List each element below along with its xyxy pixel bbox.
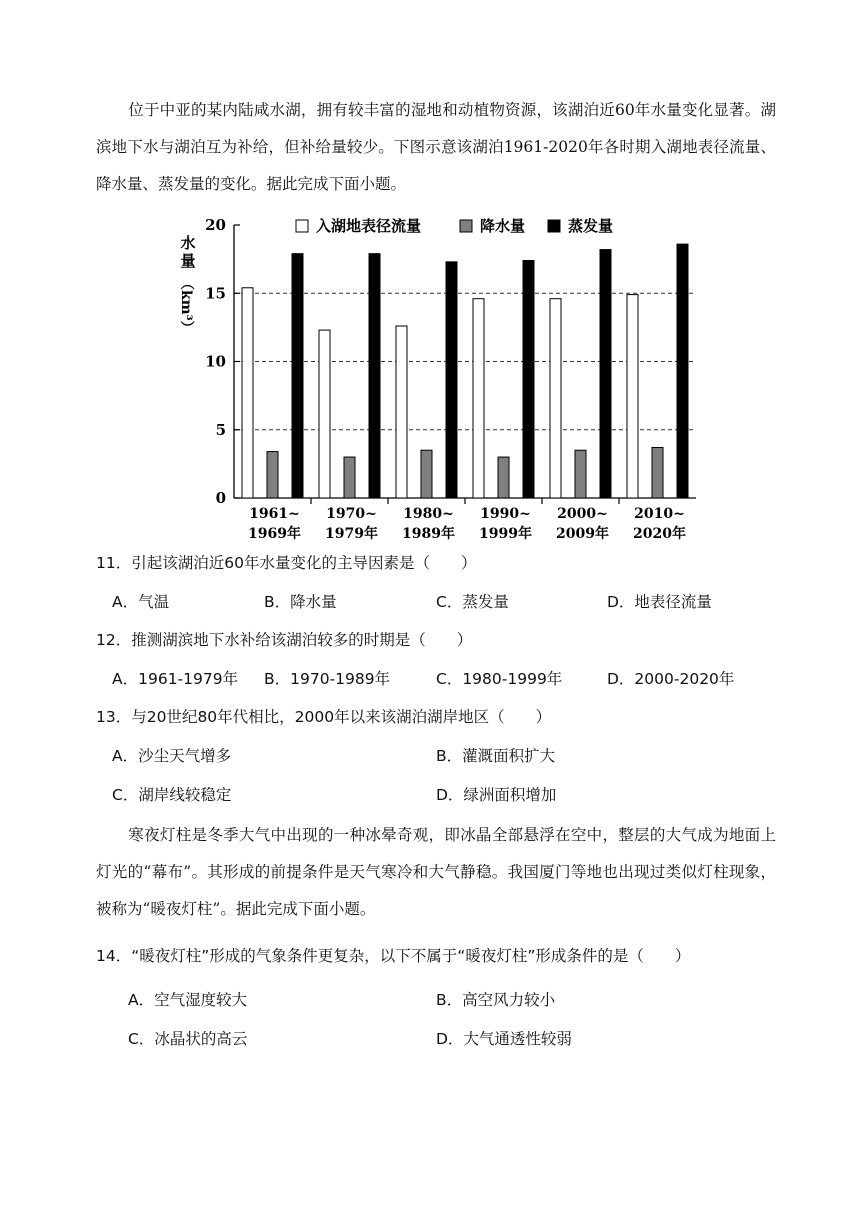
q11-option-b[interactable]: B．降水量 bbox=[264, 593, 337, 611]
q12-option-c[interactable]: C．1980-1999年 bbox=[436, 670, 563, 688]
question-14-stem: 14．“暖夜灯柱”形成的气象条件更复杂，以下不属于“暖夜灯柱”形成条件的是（ ） bbox=[96, 947, 691, 965]
q11-option-a[interactable]: A．气温 bbox=[112, 593, 170, 611]
bar bbox=[267, 452, 278, 498]
x-tick-label: 1970~ bbox=[326, 506, 377, 522]
y-tick-label: 15 bbox=[205, 284, 226, 303]
y-label-unit: （km³） bbox=[178, 276, 194, 335]
passage-1 bbox=[96, 92, 776, 203]
passage-2-text: 寒夜灯柱是冬季大气中出现的一种冰晕奇观，即冰晶全部悬浮在空中，整层的大气成为地面上灯光的“幕布”。其形成的前提条件是天气寒冷和大气静稳。我国厦门等地也出现过类似灯柱现象，被称为“暖夜灯柱”。据此完成下面小题。 bbox=[96, 826, 776, 918]
bar bbox=[473, 299, 484, 498]
bar bbox=[421, 450, 432, 498]
question-12-stem: 12．推测湖滨地下水补给该湖泊较多的时期是（ ） bbox=[96, 631, 473, 649]
legend-swatch bbox=[548, 220, 560, 232]
bar bbox=[627, 295, 638, 498]
bar bbox=[600, 250, 611, 498]
y-label-char: 水 bbox=[180, 234, 196, 252]
q11-option-c[interactable]: C．蒸发量 bbox=[436, 593, 509, 611]
y-tick-label: 5 bbox=[215, 420, 226, 439]
q13-option-d[interactable]: D．绿洲面积增加 bbox=[436, 786, 557, 804]
legend-label: 降水量 bbox=[480, 217, 526, 235]
y-tick-label: 0 bbox=[215, 489, 226, 507]
question-13-stem: 13．与20世纪80年代相比，2000年以来该湖泊湖岸地区（ ） bbox=[96, 708, 552, 726]
x-tick-label: 1979年 bbox=[325, 526, 378, 542]
q12-option-b[interactable]: B．1970-1989年 bbox=[264, 670, 391, 688]
passage-2 bbox=[96, 817, 776, 928]
x-tick-label: 2009年 bbox=[556, 526, 609, 542]
bar bbox=[446, 262, 457, 498]
bar bbox=[319, 330, 330, 498]
legend-swatch bbox=[460, 220, 472, 232]
bar bbox=[498, 457, 509, 498]
bar bbox=[292, 254, 303, 498]
bar bbox=[550, 299, 561, 498]
q13-option-b[interactable]: B．灌溉面积扩大 bbox=[436, 747, 556, 765]
x-tick-label: 2000~ bbox=[557, 506, 608, 522]
bar bbox=[523, 260, 534, 498]
q14-option-c[interactable]: C．冰晶状的高云 bbox=[128, 1030, 248, 1048]
q11-option-d[interactable]: D．地表径流量 bbox=[607, 593, 712, 611]
y-label-char: 量 bbox=[180, 252, 196, 270]
x-tick-label: 1990~ bbox=[480, 506, 531, 522]
y-tick-label: 10 bbox=[205, 352, 226, 371]
bar bbox=[677, 244, 688, 498]
q14-option-d[interactable]: D．大气通透性较弱 bbox=[436, 1030, 572, 1048]
x-tick-label: 1999年 bbox=[479, 526, 532, 542]
x-tick-label: 2010~ bbox=[634, 506, 685, 522]
bar bbox=[242, 288, 253, 498]
legend-swatch bbox=[296, 220, 308, 232]
q12-option-a[interactable]: A．1961-1979年 bbox=[112, 670, 239, 688]
q13-option-a[interactable]: A．沙尘天气增多 bbox=[112, 747, 232, 765]
x-tick-label: 2020年 bbox=[633, 526, 686, 542]
chart-legend bbox=[296, 217, 613, 235]
legend-label: 入湖地表径流量 bbox=[316, 217, 422, 235]
y-tick-label: 20 bbox=[205, 216, 226, 234]
question-11-stem: 11．引起该湖泊近60年水量变化的主导因素是（ ） bbox=[96, 554, 477, 572]
water-balance-chart bbox=[170, 208, 710, 548]
bar bbox=[652, 447, 663, 498]
q12-option-d[interactable]: D．2000-2020年 bbox=[607, 670, 735, 688]
q14-option-a[interactable]: A．空气湿度较大 bbox=[128, 991, 248, 1009]
chart-bars bbox=[242, 244, 688, 498]
bar bbox=[396, 326, 407, 498]
q14-option-b[interactable]: B．高空风力较小 bbox=[436, 991, 556, 1009]
passage-1-text: 位于中亚的某内陆咸水湖，拥有较丰富的湿地和动植物资源，该湖泊近60年水量变化显著。湖滨地下水与湖泊互为补给，但补给量较少。下图示意该湖泊1961-2020年各时期入湖地表径流量、降水量、蒸发量的变化。据此完成下面小题。 bbox=[96, 101, 776, 193]
legend-label: 蒸发量 bbox=[568, 217, 614, 235]
bar bbox=[575, 450, 586, 498]
x-tick-label: 1989年 bbox=[402, 526, 455, 542]
x-tick-label: 1969年 bbox=[248, 526, 301, 542]
x-tick-label: 1961~ bbox=[249, 506, 300, 522]
y-axis-label bbox=[178, 234, 196, 335]
bar bbox=[369, 254, 380, 498]
bar bbox=[344, 457, 355, 498]
q13-option-c[interactable]: C．湖岸线较稳定 bbox=[112, 786, 232, 804]
x-tick-label: 1980~ bbox=[403, 506, 454, 522]
